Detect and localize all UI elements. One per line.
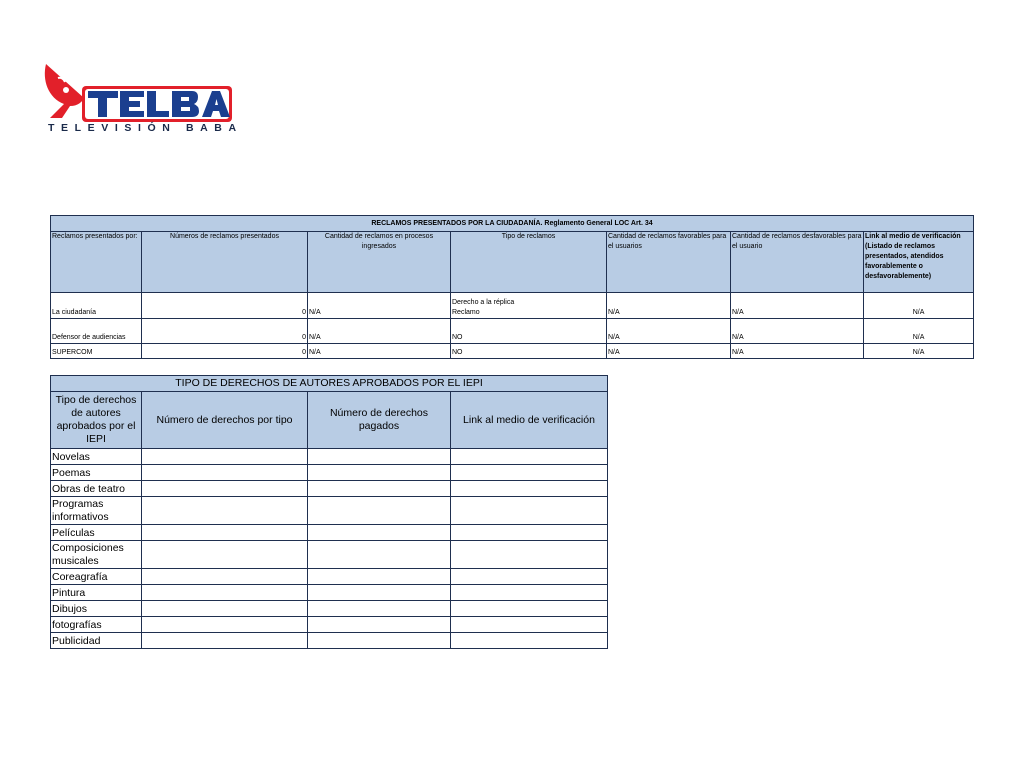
cell-empty <box>308 541 451 569</box>
cell-empty <box>308 525 451 541</box>
cell-type-b: Reclamo <box>452 309 480 316</box>
telba-wordmark <box>82 86 232 122</box>
cell-empty <box>308 617 451 633</box>
cell-unfav: N/A <box>731 293 864 319</box>
cell-link: N/A <box>864 293 974 319</box>
row-label: Dibujos <box>51 601 142 617</box>
cell-empty <box>308 449 451 465</box>
header-tipo-derechos: Tipo de derechos de autores aprobados por el IEPI <box>51 392 142 449</box>
cell-fav: N/A <box>607 319 731 344</box>
cell-by: Defensor de audiencias <box>51 319 142 344</box>
cell-type-a: Derecho a la réplica <box>452 299 515 306</box>
derechos-header-row <box>51 392 608 449</box>
table-row <box>51 497 608 525</box>
cell-empty <box>451 465 608 481</box>
cell-empty <box>451 569 608 585</box>
cell-type <box>451 293 607 319</box>
cell-empty <box>142 617 308 633</box>
cell-fav: N/A <box>607 344 731 359</box>
row-label: Publicidad <box>51 633 142 649</box>
table-row <box>51 585 608 601</box>
cell-empty <box>451 525 608 541</box>
header-desfavorables: Cantidad de reclamos desfavorables para el usuario <box>731 232 864 293</box>
cell-by: La ciudadanía <box>51 293 142 319</box>
cell-empty <box>451 497 608 525</box>
cell-process: N/A <box>308 344 451 359</box>
header-reclamos-por: Reclamos presentados por: <box>51 232 142 293</box>
cell-count: 0 <box>142 293 308 319</box>
row-label: fotografías <box>51 617 142 633</box>
derechos-autor-table <box>50 375 608 649</box>
table-row <box>51 344 974 359</box>
cell-link: N/A <box>864 319 974 344</box>
row-label: Pintura <box>51 585 142 601</box>
cell-process: N/A <box>308 319 451 344</box>
cell-empty <box>451 541 608 569</box>
cell-empty <box>451 601 608 617</box>
header-cantidad-procesos: Cantidad de reclamos en procesos ingresados <box>308 232 451 293</box>
row-label: Programas informativos <box>51 497 142 525</box>
cell-empty <box>308 585 451 601</box>
cell-empty <box>142 541 308 569</box>
table-row <box>51 541 608 569</box>
cell-count: 0 <box>142 344 308 359</box>
cell-empty <box>142 633 308 649</box>
table-row <box>51 633 608 649</box>
table-row <box>51 569 608 585</box>
cell-empty <box>451 633 608 649</box>
table-row <box>51 601 608 617</box>
cell-empty <box>308 601 451 617</box>
cell-empty <box>308 497 451 525</box>
reclamos-table-title: RECLAMOS PRESENTADOS POR LA CIUDADANÍA. Reglamento General LOC Art. 34 <box>51 216 974 232</box>
cell-empty <box>142 465 308 481</box>
cell-process: N/A <box>308 293 451 319</box>
cell-empty <box>142 449 308 465</box>
row-label: Poemas <box>51 465 142 481</box>
table-row <box>51 481 608 497</box>
cell-count: 0 <box>142 319 308 344</box>
header-favorables: Cantidad de reclamos favorables para el usuarios <box>607 232 731 293</box>
table-row <box>51 293 974 319</box>
cell-empty <box>451 449 608 465</box>
cell-empty <box>308 633 451 649</box>
cell-empty <box>142 481 308 497</box>
cell-empty <box>451 585 608 601</box>
cell-type: NO <box>451 319 607 344</box>
table-row <box>51 465 608 481</box>
reclamos-header-row <box>51 232 974 293</box>
reclamos-table <box>50 215 974 359</box>
header-link-verificacion: Link al medio de verificación (Listado de reclamos presentados, atendidos favorablemente o desfavorablemente) <box>864 232 974 293</box>
row-label: Novelas <box>51 449 142 465</box>
cell-empty <box>451 617 608 633</box>
cell-empty <box>451 481 608 497</box>
header-tipo-reclamos: Tipo de reclamos <box>451 232 607 293</box>
header-numero-reclamos: Números de reclamos presentados <box>142 232 308 293</box>
row-label: Obras de teatro <box>51 481 142 497</box>
cell-empty <box>142 585 308 601</box>
cell-unfav: N/A <box>731 319 864 344</box>
table-row <box>51 449 608 465</box>
cell-unfav: N/A <box>731 344 864 359</box>
row-label: Coreagrafía <box>51 569 142 585</box>
table-row <box>51 617 608 633</box>
cell-type: NO <box>451 344 607 359</box>
cell-by: SUPERCOM <box>51 344 142 359</box>
cell-empty <box>142 525 308 541</box>
derechos-table-title: TIPO DE DERECHOS DE AUTORES APROBADOS POR EL IEPI <box>51 376 608 392</box>
row-label: Películas <box>51 525 142 541</box>
cell-fav: N/A <box>607 293 731 319</box>
table-row <box>51 319 974 344</box>
logo-tagline: TELEVISIÓN BABA <box>48 122 243 134</box>
cell-empty <box>308 569 451 585</box>
row-label: Composiciones musicales <box>51 541 142 569</box>
cell-empty <box>142 569 308 585</box>
satellite-dish-icon <box>45 64 84 118</box>
cell-empty <box>308 481 451 497</box>
table-row <box>51 525 608 541</box>
cell-link: N/A <box>864 344 974 359</box>
header-link-verificacion: Link al medio de verificación <box>451 392 608 449</box>
cell-empty <box>142 497 308 525</box>
cell-empty <box>142 601 308 617</box>
cell-empty <box>308 465 451 481</box>
header-numero-por-tipo: Número de derechos por tipo <box>142 392 308 449</box>
header-numero-pagados: Número de derechos pagados <box>308 392 451 449</box>
